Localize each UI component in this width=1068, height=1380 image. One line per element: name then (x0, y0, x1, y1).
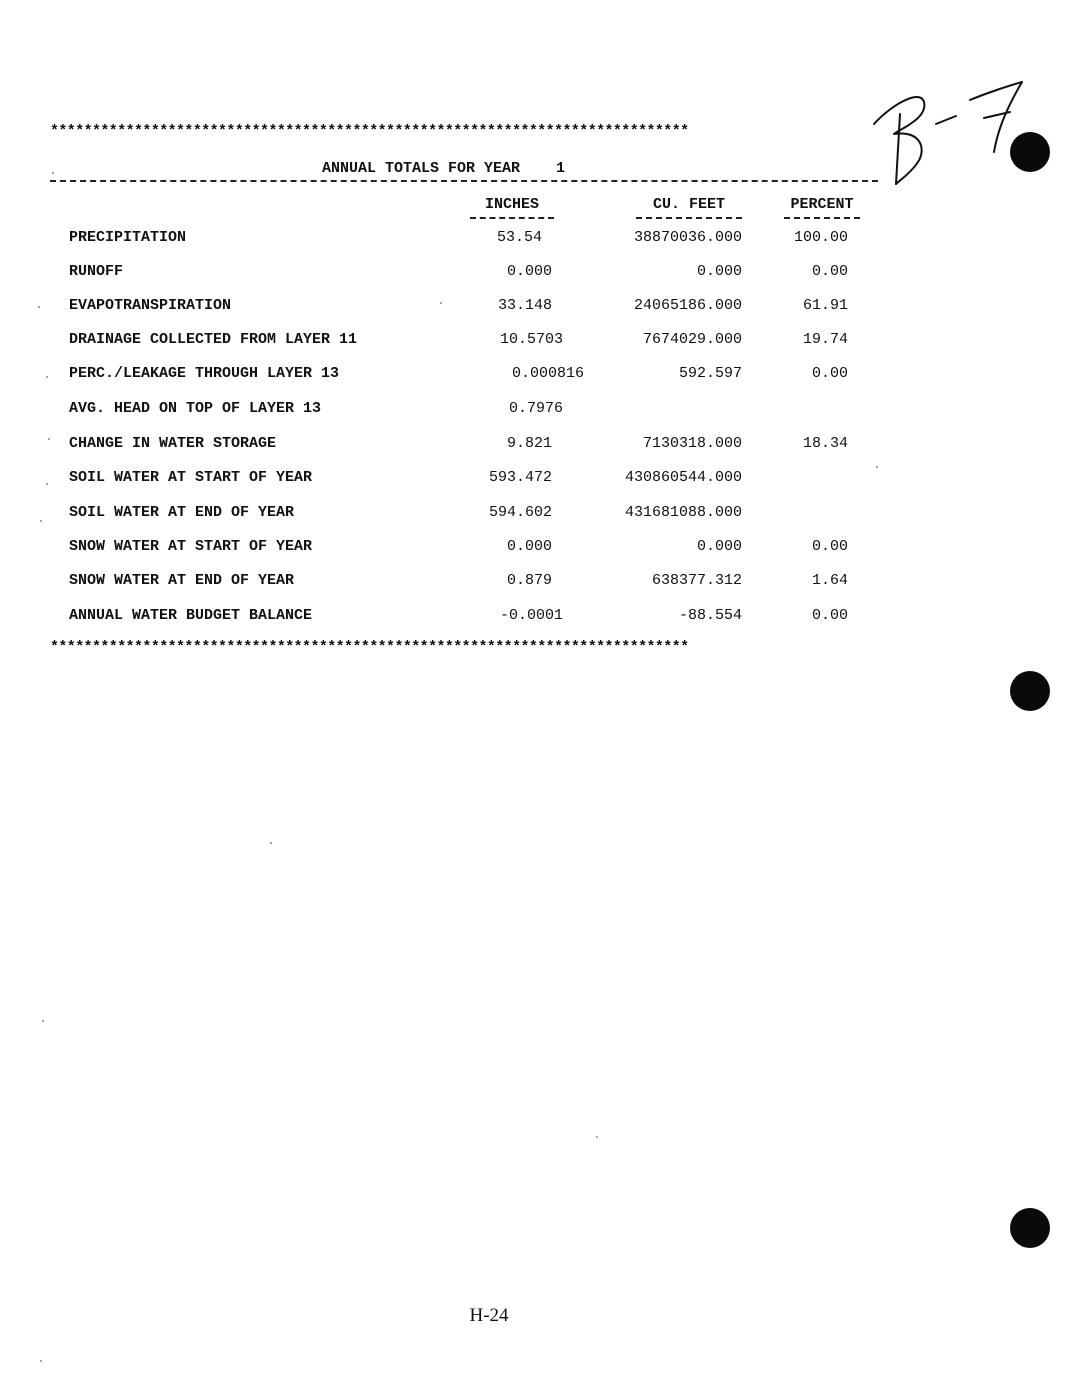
handwritten-annotation-image (860, 66, 1040, 196)
row-label: SNOW WATER AT START OF YEAR (69, 538, 313, 555)
column-header-inches-underline (470, 217, 554, 219)
row-percent: 19.74 (802, 331, 848, 348)
row-cuft: 24065186.000 (633, 297, 742, 314)
row-label: PERC./LEAKAGE THROUGH LAYER 13 (69, 365, 340, 382)
row-label: ANNUAL WATER BUDGET BALANCE (69, 607, 313, 624)
row-inches: 10.5703 (499, 331, 563, 348)
table-row (0, 572, 1068, 596)
table-row (0, 504, 1068, 528)
row-percent: 18.34 (802, 435, 848, 452)
table-row (0, 365, 1068, 389)
scan-speck (38, 306, 40, 308)
table-row (0, 331, 1068, 355)
scan-speck (40, 1360, 42, 1362)
row-percent: 0.00 (811, 607, 848, 624)
row-cuft: 592.597 (678, 365, 742, 382)
column-header-cuft (636, 196, 742, 219)
row-inches: 53.54 (496, 229, 542, 246)
row-percent: 100.00 (793, 229, 848, 246)
page-number: H-24 (469, 1305, 509, 1326)
row-cuft: 431681088.000 (624, 504, 742, 521)
row-cuft: 430860544.000 (624, 469, 742, 486)
column-header-percent (784, 196, 860, 219)
row-cuft: 7130318.000 (642, 435, 742, 452)
row-inches: -0.0001 (499, 607, 563, 624)
table-row (0, 435, 1068, 459)
table-row (0, 229, 1068, 253)
dash-rule (50, 180, 878, 194)
row-inches: 0.7976 (508, 400, 563, 417)
row-percent: 0.00 (811, 365, 848, 382)
column-header-percent-label: PERCENT (790, 196, 854, 213)
column-header-cuft-label: CU. FEET (652, 196, 725, 213)
stars-rule-top: **************************************************************************** (50, 124, 689, 140)
table-row (0, 263, 1068, 287)
row-label: RUNOFF (69, 263, 124, 280)
row-percent: 0.00 (811, 263, 848, 280)
scan-speck (48, 438, 50, 440)
scan-speck (440, 302, 442, 304)
row-inches: 0.000 (506, 263, 552, 280)
row-percent: 0.00 (811, 538, 848, 555)
report-title: ANNUAL TOTALS FOR YEAR 1 (322, 160, 566, 177)
row-cuft: 0.000 (696, 538, 742, 555)
row-cuft: 38870036.000 (633, 229, 742, 246)
row-inches: 9.821 (506, 435, 552, 452)
punch-hole (1010, 671, 1050, 711)
scan-speck (42, 1020, 44, 1022)
row-label: CHANGE IN WATER STORAGE (69, 435, 277, 452)
punch-hole (1010, 1208, 1050, 1248)
scan-speck (46, 376, 48, 378)
row-label: SNOW WATER AT END OF YEAR (69, 572, 295, 589)
row-label: SOIL WATER AT END OF YEAR (69, 504, 295, 521)
row-percent: 1.64 (811, 572, 848, 589)
scan-speck (596, 1136, 598, 1138)
row-cuft: 0.000 (696, 263, 742, 280)
scan-speck (46, 483, 48, 485)
row-inches: 593.472 (488, 469, 552, 486)
row-inches: 0.879 (506, 572, 552, 589)
row-cuft: 7674029.000 (642, 331, 742, 348)
column-header-percent-underline (784, 217, 860, 219)
scan-speck (270, 842, 272, 844)
table-row (0, 607, 1068, 631)
scan-speck (876, 466, 878, 468)
row-cuft: 638377.312 (651, 572, 742, 589)
row-inches: 594.602 (488, 504, 552, 521)
column-header-inches-label: INCHES (484, 196, 539, 213)
scan-speck (52, 172, 54, 174)
row-inches: 0.000816 (511, 365, 584, 382)
column-header-inches (470, 196, 554, 219)
row-label: AVG. HEAD ON TOP OF LAYER 13 (69, 400, 322, 417)
row-label: PRECIPITATION (69, 229, 187, 246)
punch-hole (1010, 132, 1050, 172)
row-percent: 61.91 (802, 297, 848, 314)
row-cuft: -88.554 (678, 607, 742, 624)
row-inches: 0.000 (506, 538, 552, 555)
row-label: SOIL WATER AT START OF YEAR (69, 469, 313, 486)
table-row (0, 400, 1068, 424)
scan-speck (40, 520, 42, 522)
table-row (0, 297, 1068, 321)
stars-rule-bottom: **************************************************************************** (50, 640, 689, 656)
column-header-cuft-underline (636, 217, 742, 219)
row-label: EVAPOTRANSPIRATION (69, 297, 232, 314)
table-row (0, 469, 1068, 493)
table-row (0, 538, 1068, 562)
row-label: DRAINAGE COLLECTED FROM LAYER 11 (69, 331, 358, 348)
row-inches: 33.148 (497, 297, 552, 314)
